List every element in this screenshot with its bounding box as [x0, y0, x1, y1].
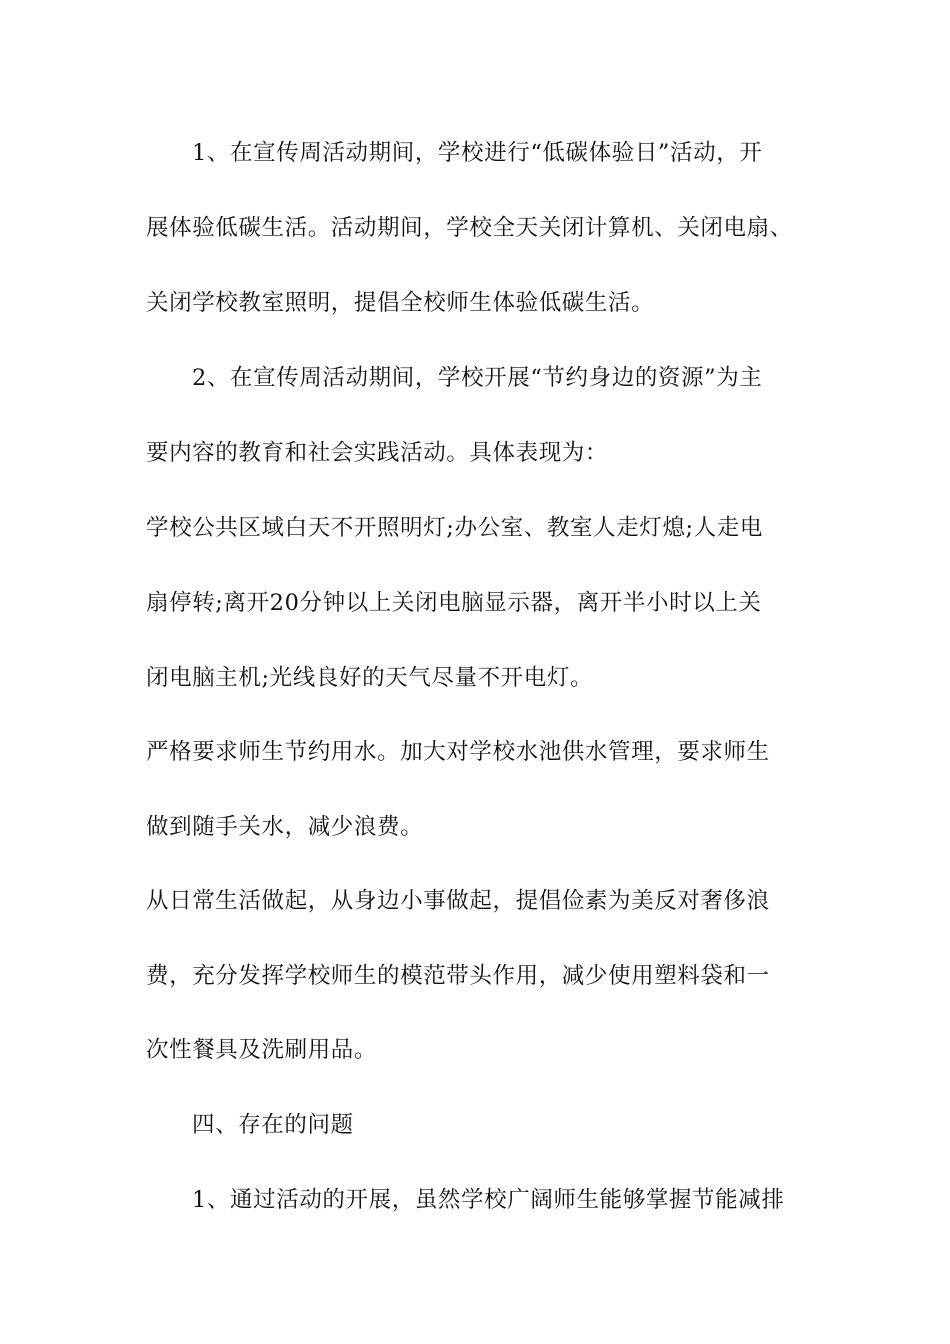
paragraph-line: 关闭学校教室照明，提倡全校师生体验低碳生活。 — [146, 290, 655, 316]
paragraph-line: 1、通过活动的开展，虽然学校广阔师生能够掌握节能减排 — [192, 1187, 785, 1213]
paragraph-line: 费，充分发挥学校师生的模范带头作用，减少使用塑料袋和一 — [146, 963, 770, 989]
paragraph-line: 2、在宣传周活动期间，学校开展“节约身边的资源”为主 — [192, 365, 763, 391]
paragraph-line: 展体验低碳生活。活动期间，学校全天关闭计算机、关闭电扇、 — [146, 215, 793, 241]
paragraph-line: 扇停转;离开20分钟以上关闭电脑显示器，离开半小时以上关 — [146, 590, 762, 616]
paragraph-line: 要内容的教育和社会实践活动。具体表现为： — [146, 440, 609, 466]
paragraph-line: 学校公共区域白天不开照明灯;办公室、教室人走灯熄;人走电 — [146, 515, 763, 541]
paragraph-line: 次性餐具及洗刷用品。 — [146, 1037, 378, 1063]
paragraph-line: 1、在宣传周活动期间，学校进行“低碳体验日”活动，开 — [192, 140, 763, 166]
paragraph-line: 做到随手关水，减少浪费。 — [146, 814, 424, 840]
paragraph-line: 闭电脑主机;光线良好的天气尽量不开电灯。 — [146, 665, 594, 691]
paragraph-line: 严格要求师生节约用水。加大对学校水池供水管理，要求师生 — [146, 739, 770, 765]
section-heading: 四、存在的问题 — [192, 1112, 354, 1138]
paragraph-line: 从日常生活做起，从身边小事做起，提倡俭素为美反对奢侈浪 — [146, 888, 770, 914]
